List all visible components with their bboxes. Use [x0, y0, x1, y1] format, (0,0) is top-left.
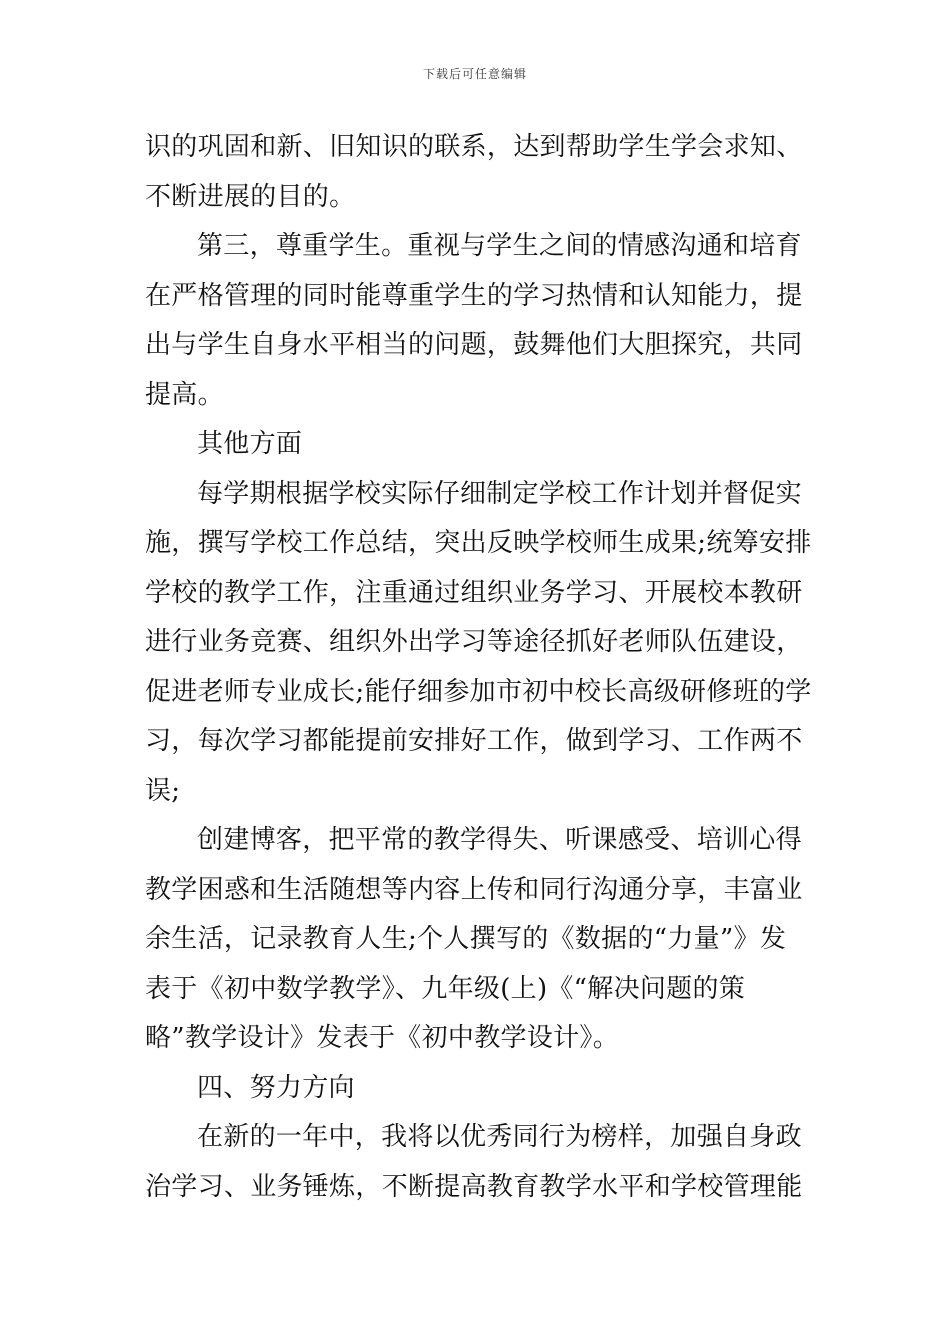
text-line: 提高。 [145, 379, 224, 410]
text-line: 施，撰写学校工作总结，突出反映学校师生成果;统筹安排 [145, 528, 812, 558]
section-heading: 四、努力方向 [197, 1072, 355, 1103]
text-line: 第三，尊重学生。重视与学生之间的情感沟通和培育 [197, 231, 802, 261]
text-line: 识的巩固和新、旧知识的联系，达到帮助学生学会求知、 [145, 132, 803, 162]
text-line: 不断进展的目的。 [145, 181, 356, 212]
text-line: 治学习、业务锤炼，不断提高教育教学水平和学校管理能 [145, 1171, 803, 1202]
text-line: 在新的一年中，我将以优秀同行为榜样，加强自身政 [197, 1122, 802, 1152]
text-line: 在严格管理的同时能尊重学生的学习热情和认知能力，提 [145, 280, 803, 311]
text-line: 出与学生自身水平相当的问题，鼓舞他们大胆探究，共同 [145, 330, 803, 360]
text-line: 略”教学设计》发表于《初中教学设计》。 [145, 1023, 619, 1053]
text-line: 表于《初中数学教学》、九年级(上)《“解决问题的策 [145, 973, 746, 1004]
section-heading: 其他方面 [197, 429, 303, 459]
text-line: 误; [145, 775, 181, 806]
text-line: 教学困惑和生活随想等内容上传和同行沟通分享，丰富业 [145, 874, 803, 905]
text-line: 进行业务竞赛、组织外出学习等途径抓好老师队伍建设， [145, 627, 803, 657]
document-body [145, 123, 812, 1212]
text-line: 学校的教学工作，注重通过组织业务学习、开展校本教研 [145, 577, 803, 608]
page-header: 下载后可任意编辑 [422, 67, 527, 81]
text-line: 习，每次学习都能提前安排好工作，做到学习、工作两不 [145, 726, 803, 756]
text-line: 每学期根据学校实际仔细制定学校工作计划并督促实 [197, 478, 802, 509]
text-line: 创建博客，把平常的教学得失、听课感受、培训心得 [197, 825, 802, 855]
text-line: 余生活，记录教育人生;个人撰写的《数据的“力量”》发 [145, 924, 787, 954]
text-line: 促进老师专业成长;能仔细参加市初中校长高级研修班的学 [145, 676, 812, 707]
